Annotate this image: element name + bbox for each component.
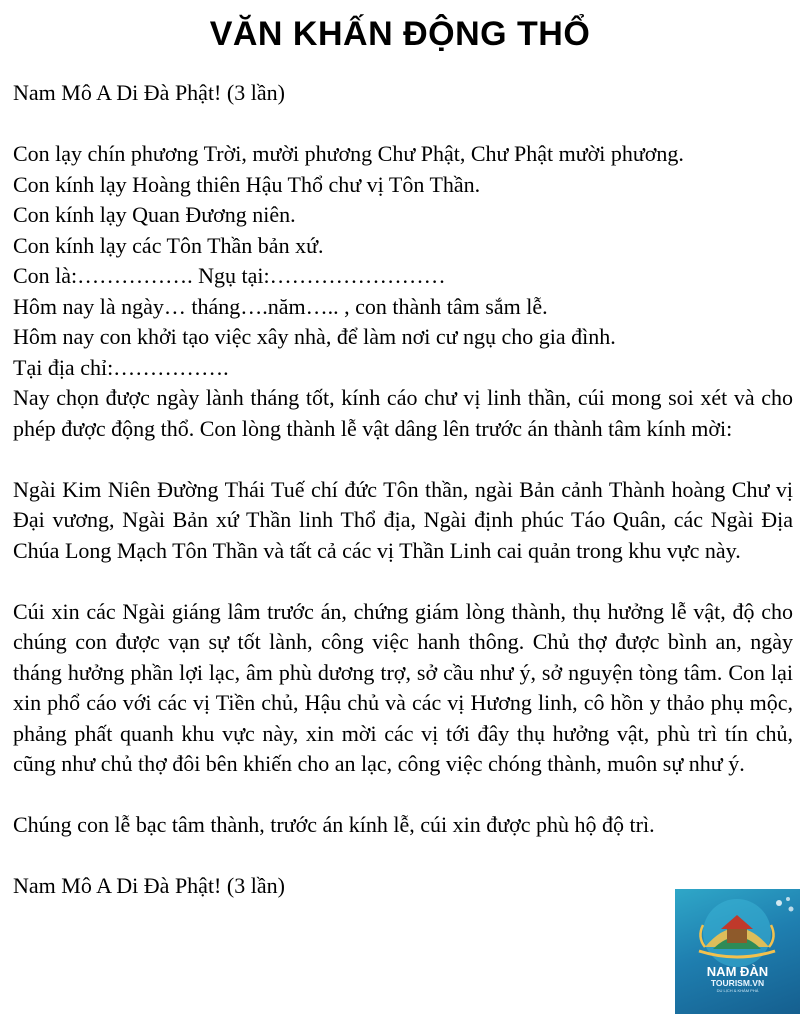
prayer-text <box>13 78 793 902</box>
document-title: VĂN KHẤN ĐỘNG THỔ <box>209 15 591 53</box>
spacer <box>13 444 793 475</box>
text-line: Hôm nay con khởi tạo việc xây nhà, để làm nơi cư ngụ cho gia đình. <box>13 324 616 349</box>
spacer <box>13 109 793 140</box>
text-line: Con kính lạy Quan Đương niên. <box>13 202 296 227</box>
date-line: Hôm nay là ngày… tháng….năm….. , con thành tâm sắm lễ. <box>13 293 548 319</box>
spacer <box>13 780 793 811</box>
opening-chant: Nam Mô A Di Đà Phật! (3 lần) <box>13 80 285 105</box>
name-address-line: Con là:……………. Ngụ tại:…………………… <box>13 263 446 288</box>
nam-dan-tourism-logo-icon <box>675 889 800 1014</box>
text-line: Con kính lạy các Tôn Thần bản xứ. <box>13 232 324 258</box>
logo-site: TOURISM.VN <box>710 978 765 988</box>
text-paragraph: Nay chọn được ngày lành tháng tốt, kính cáo chư vị linh thần, cúi mong soi xét và cho phép được động thổ. Con lòng thành lễ vật dâng lên trước án thành tâm kính mời: <box>13 385 793 441</box>
ending-chant: Nam Mô A Di Đà Phật! (3 lần) <box>13 873 285 898</box>
closing-line: Chúng con lễ bạc tâm thành, trước án kính lễ, cúi xin được phù hộ độ trì. <box>13 812 655 837</box>
text-line: Con kính lạy Hoàng thiên Hậu Thổ chư vị Tôn Thần. <box>13 171 481 197</box>
spacer <box>13 566 793 597</box>
watermark-logo <box>675 889 800 1014</box>
invite-paragraph: Ngài Kim Niên Đường Thái Tuế chí đức Tôn thần, ngài Bản cảnh Thành hoàng Chư vị Đại vương, Ngài Bản xứ Thần linh Thổ địa, Ngài định phúc Táo Quân, các Ngài Địa Chúa Long Mạch Tôn Thần và tất cả các vị Thần Linh cai quản trong khu vực này. <box>13 476 793 563</box>
spacer <box>13 841 793 872</box>
pray-paragraph: Cúi xin các Ngài giáng lâm trước án, chứng giám lòng thành, thụ hưởng lễ vật, độ cho chúng con được vạn sự tốt lành, công việc hanh thông. Chủ thợ được bình an, ngày tháng hưởng phần lợi lạc, âm phù dương trợ, sở cầu như ý, sở nguyện tòng tâm. Con lại xin phổ cáo với các vị Tiền chủ, Hậu chủ và các vị Hương linh, cô hồn y thảo phụ mộc, phảng phất quanh khu vực này, xin mời các vị tới đây thụ hưởng vật, phù trì tín chủ, cũng như chủ thợ đôi bên khiến cho an lạc, công việc chóng thành, muôn sự như ý. <box>13 598 793 776</box>
logo-tagline: DU LỊCH & KHÁM PHÁ <box>716 988 759 993</box>
address-line: Tại địa chỉ:……………. <box>13 354 229 380</box>
text-line: Con lạy chín phương Trời, mười phương Chư Phật, Chư Phật mười phương. <box>13 141 684 166</box>
logo-name: NAM ĐÀN <box>706 964 769 979</box>
